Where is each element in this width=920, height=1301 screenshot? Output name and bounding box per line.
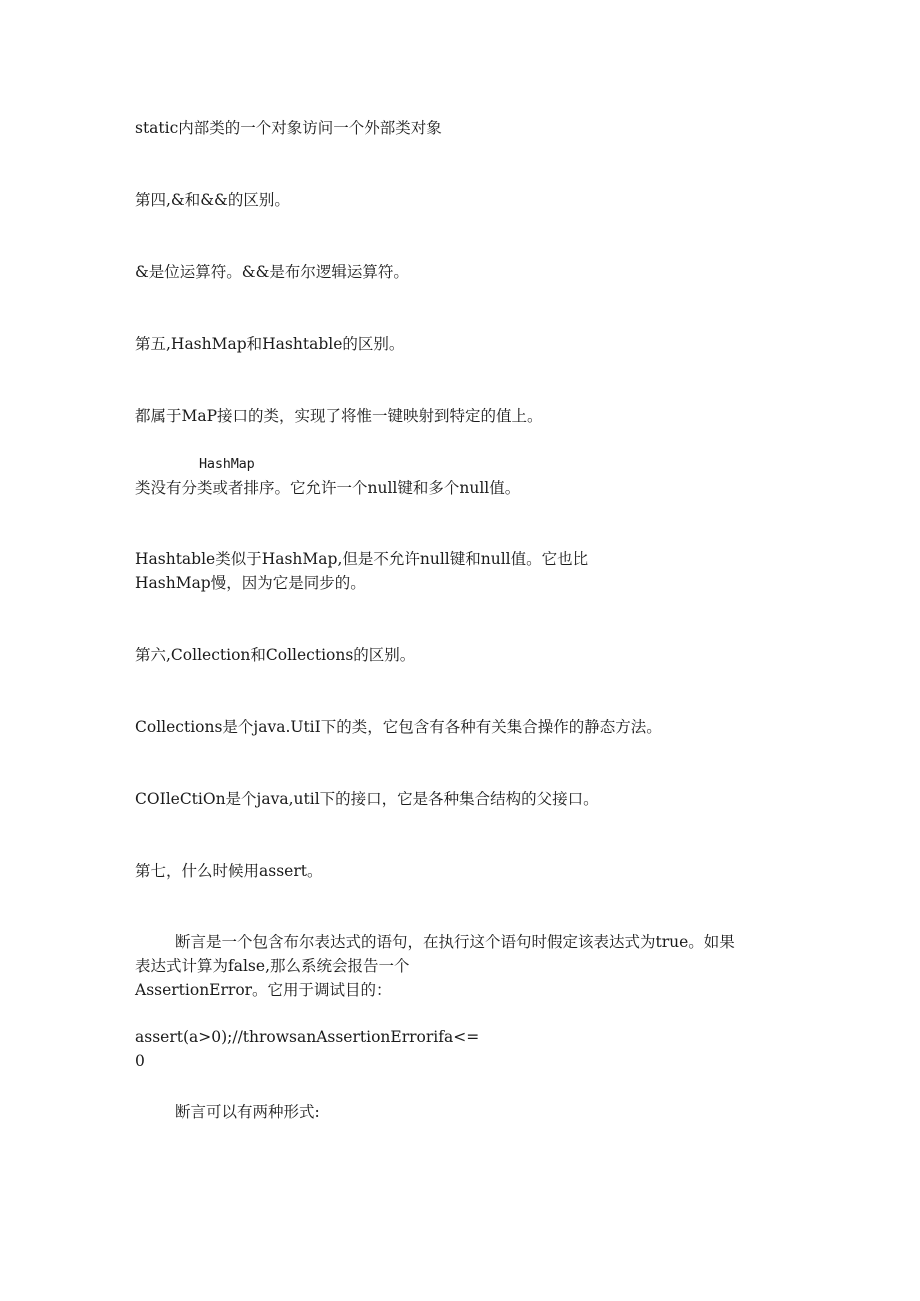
text-line-assert-desc-3: AssertionError。它用于调试目的：	[135, 981, 392, 999]
text-line-static-inner-class: static内部类的一个对象访问一个外部类对象	[135, 119, 442, 137]
text-line-assert-forms: 断言可以有两种形式:	[175, 1103, 320, 1121]
heading-sixth: 第六,Collection和Collections的区别。	[135, 646, 416, 664]
text-line-hashtable-desc-1: Hashtable类似于HashMap,但是不允许null键和null值。它也比	[135, 550, 589, 568]
text-line-assert-desc-1: 断言是一个包含布尔表达式的语句，在执行这个语句时假定该表达式为true。如果	[175, 933, 735, 951]
code-line-assert: assert(a>0);//throwsanAssertionErrorifa<=	[135, 1028, 480, 1046]
text-line-assert-desc-2: 表达式计算为false,那么系统会报告一个	[135, 957, 410, 975]
heading-fourth: 第四,&和&&的区别。	[135, 191, 290, 209]
text-line-map-interface: 都属于MaP接口的类，实现了将惟一键映射到特定的值上。	[135, 407, 543, 425]
heading-seventh: 第七，什么时候用assert。	[135, 862, 323, 880]
text-line-hashmap-label: HashMap	[199, 456, 255, 472]
text-line-hashtable-desc-2: HashMap慢，因为它是同步的。	[135, 574, 366, 592]
heading-fifth: 第五,HashMap和Hashtable的区别。	[135, 335, 405, 353]
code-line-zero: 0	[135, 1052, 145, 1070]
text-line-collection: COIleCtiOn是个java,util下的接口，它是各种集合结构的父接口。	[135, 790, 599, 808]
text-line-collections: Collections是个java.UtiI下的类，它包含有各种有关集合操作的静态方法。	[135, 718, 662, 736]
text-line-operators: &是位运算符。&&是布尔逻辑运算符。	[135, 263, 409, 281]
text-line-hashmap-desc: 类没有分类或者排序。它允许一个null键和多个null值。	[135, 479, 521, 497]
